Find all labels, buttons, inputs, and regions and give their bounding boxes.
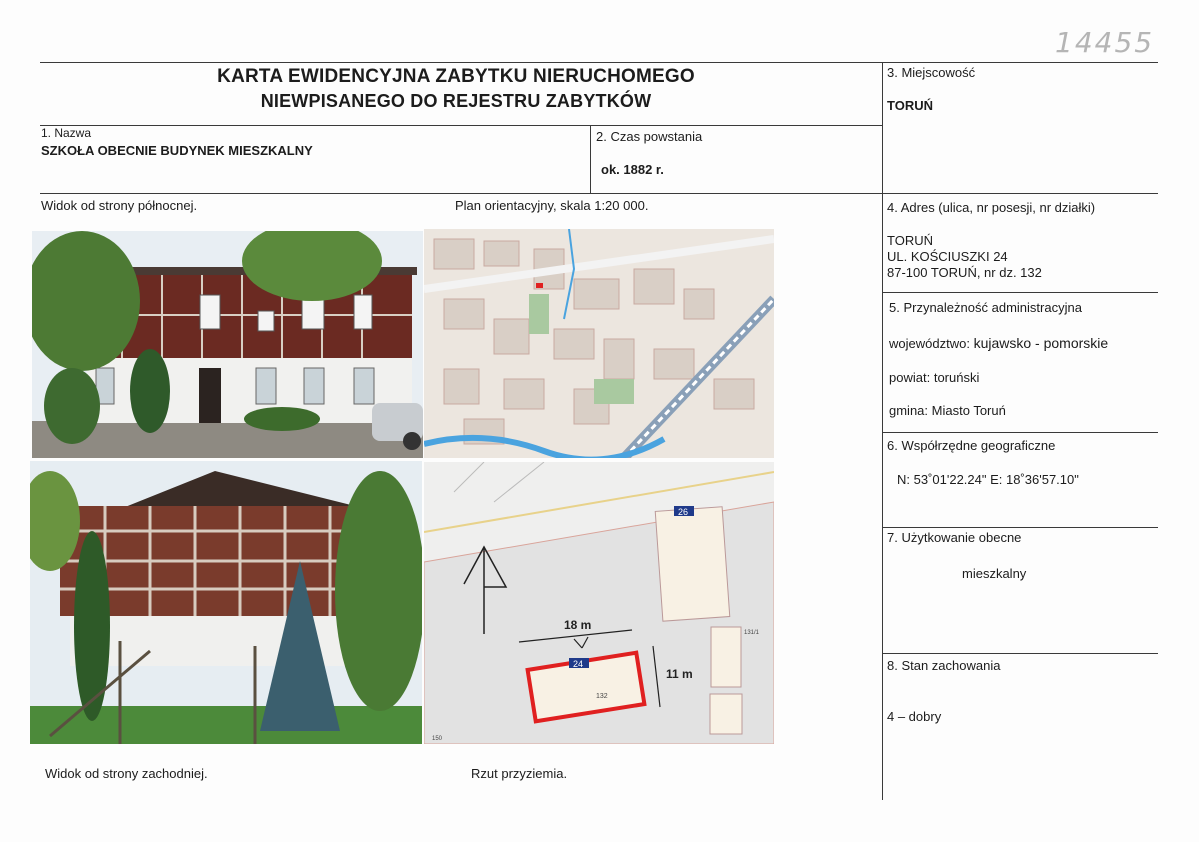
site-plan-width-label: 18 m [564, 618, 592, 632]
neighbor-number: 26 [678, 507, 689, 517]
admin-bottom-rule [882, 432, 1158, 433]
caption-orientation-plan: Plan orientacyjny, skala 1:20 000. [455, 198, 649, 213]
orientation-map-illustration [424, 229, 774, 458]
parcel-number: 132 [596, 693, 608, 700]
photo-north-facade [32, 231, 423, 458]
nazwa-label: 1. Nazwa [41, 126, 92, 140]
gmina-label: gmina: [889, 403, 929, 418]
west-facade-illustration [30, 461, 422, 744]
adres-label: 4. Adres (ulica, nr posesji, nr działki) [887, 200, 1096, 215]
caption-ground-floor-plan: Rzut przyziemia. [471, 766, 568, 781]
miejscowosc-label: 3. Miejscowość [887, 65, 976, 80]
site-plan-height-label: 11 m [666, 667, 693, 681]
przynaleznosc-label: 5. Przynależność administracyjna [889, 300, 1082, 315]
map-location-marker [536, 283, 543, 288]
uzytkowanie-label: 7. Użytkowanie obecne [887, 530, 1022, 545]
site-plan [424, 462, 774, 744]
coords-bottom-rule [882, 527, 1158, 528]
adres-line2: UL. KOŚCIUSZKI 24 [887, 249, 1008, 264]
title-bottom-rule [40, 125, 882, 126]
wojewodztwo-label: województwo: [889, 336, 970, 351]
adres-line3: 87-100 TORUŃ, nr dz. 132 [887, 265, 1042, 280]
right-column-divider [882, 62, 883, 800]
corner-parcel-number: 150 [432, 736, 443, 742]
address-bottom-rule [882, 292, 1158, 293]
caption-north-view: Widok od strony północnej. [41, 198, 198, 213]
nazwa-value: SZKOŁA OBECNIE BUDYNEK MIESZKALNY [41, 143, 313, 158]
czas-label: 2. Czas powstania [596, 129, 703, 144]
powiat-label: powiat: [889, 370, 931, 385]
czas-value: ok. 1882 r. [601, 162, 664, 177]
uzytkowanie-value: mieszkalny [962, 566, 1027, 581]
site-plan-illustration [424, 462, 774, 744]
powiat-value: toruński [933, 370, 980, 385]
gmina-row [889, 403, 1006, 418]
handwritten-archive-number: 14455 [1055, 26, 1155, 59]
powiat-row [889, 370, 979, 385]
card-title-line1: KARTA EWIDENCYJNA ZABYTKU NIERUCHOMEGO [217, 66, 695, 87]
building-number: 24 [573, 659, 584, 669]
wojewodztwo-value: kujawsko - pomorskie [973, 335, 1109, 351]
caption-west-view: Widok od strony zachodniej. [45, 766, 208, 781]
card-title-line2: NIEWPISANEGO DO REJESTRU ZABYTKÓW [260, 91, 652, 111]
name-row-bottom-rule [40, 193, 1158, 194]
name-date-divider [590, 125, 591, 193]
neighbor-parcel-number: 131/1 [744, 630, 760, 636]
wspolrzedne-value: N: 53˚01'22.24" E: 18˚36'57.10" [897, 472, 1079, 487]
orientation-map [424, 229, 774, 458]
wspolrzedne-label: 6. Współrzędne geograficzne [887, 438, 1056, 453]
photo-west-facade [30, 461, 422, 744]
wojewodztwo-row [889, 335, 1108, 351]
top-rule [40, 62, 1158, 63]
gmina-value: Miasto Toruń [931, 403, 1006, 418]
stan-label: 8. Stan zachowania [887, 658, 1001, 673]
usage-bottom-rule [882, 653, 1158, 654]
north-facade-illustration [32, 231, 423, 458]
miejscowosc-value: TORUŃ [887, 98, 933, 113]
adres-line1: TORUŃ [887, 233, 933, 248]
stan-value: 4 – dobry [887, 709, 942, 724]
